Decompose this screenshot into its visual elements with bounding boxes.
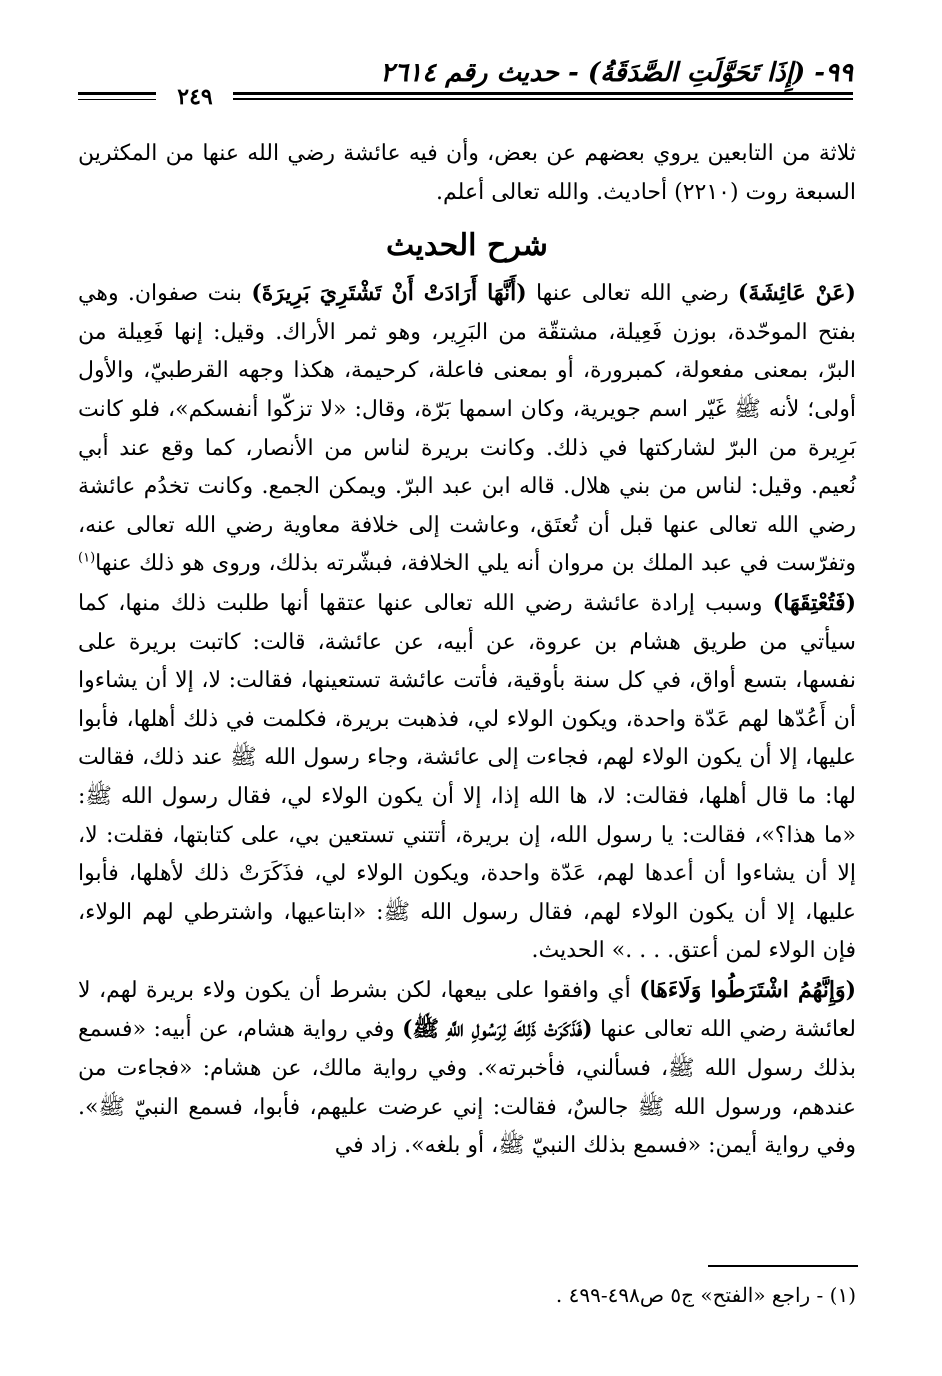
hadith-quote: (وَإِنَّهُمُ اشْتَرَطُوا وَلَاءَهَا) (639, 976, 856, 1003)
commentary-paragraph-1 (78, 274, 856, 971)
footnote-separator (708, 1265, 858, 1267)
commentary-text: أي وافقوا على بيعها، لكن بشرط أن يكون ولاء بريرة لهم، لا لعائشة رضي الله تعالى عنها (78, 977, 856, 1043)
main-text (78, 135, 856, 1166)
page-number: ٢٤٩ (177, 84, 213, 110)
intro-line-1: ثلاثة من التابعين يروي بعضهم عن بعض، وأن فيه عائشة رضي الله عنها من المكثرين السبعة (78, 141, 856, 205)
commentary-text: وسبب إرادة عائشة رضي الله تعالى عنها عتقها أنها طلبت ذلك منها، كما سيأتي من طريق هشام بن عروة، عن أبيه، عن عائشة، قالت: كاتبت بريرة على نفسها، بتسع أواق، في كل سنة بأوقية، فأتت عائشة تستعينها، فقالت: لا، إلا أن يشاءوا أن أَعُدّها لهم عَدّة واحدة، ويكون الولاء لي، فذهبت بريرة، فكلمت في ذلك أهلها، فأبوا عليها، إلا أن يكون الولاء لهم، فجاءت إلى عائشة، وجاء رسول الله ﷺ عند ذلك، فقالت لها: ما قال أهلها، فقالت: لا، ها الله إذا، إلا أن يكون الولاء لي، فقال رسول الله ﷺ: «ما هذا؟»، فقالت: يا رسول الله، إن بريرة، أتتني تستعين بي، على كتابتها، فقلت: لا، إلا أن يشاءوا أن أعدها لهم، عَدّة واحدة، ويكون الولاء لي، فذَكَرَتْ ذلك لأهلها، فأبوا عليها، إلا أن يكون الولاء لهم، فقال رسول الله ﷺ: «ابتاعيها، واشترطي لهم الولاء، فإن الولاء لمن أعتق. . . .» الحديث. (78, 590, 856, 964)
hadith-quote: (فَذَكَرَتْ ذَلِكَ لِرَسُولِ اللَّهِ ﷺ) (402, 1016, 593, 1043)
commentary-text: وفي رواية هشام، عن أبيه: «فسمع بذلك رسول الله ﷺ، فسألني، فأخبرته». وفي رواية مالك، عن هشام: «فجاءت من عندهم، ورسول الله ﷺ جالسٌ، فقالت: إني عرضت عليهم، فأبوا، فسمع النبيّ ﷺ». وفي رواية أيمن: «فسمع بذلك النبيّ ﷺ، أو بلغه». زاد في (78, 1017, 856, 1159)
commentary-text: رضي الله تعالى عنها (535, 281, 729, 307)
section-heading: شرح الحديث (386, 228, 548, 264)
footnote: (١) - راجع «الفتح» ج٥ ص٤٩٨-٤٩٩ . (555, 1283, 856, 1307)
footnote-reference[interactable]: (١) (78, 551, 96, 567)
commentary-paragraph-2 (78, 971, 856, 1166)
header-title: ٩٩- (إِذَا تَحَوَّلَتِ الصَّدَقَةُ) - حديث رقم ٢٦١٤ (380, 58, 853, 88)
header-rule (233, 92, 853, 99)
intro-line-2: روت (٢٢١٠) أحاديث. والله تعالى أعلم. (436, 179, 788, 205)
hadith-quote: (فَتُعْتِقَهَا) (772, 589, 856, 616)
commentary-text: بنت صفوان. وهي بفتح الموحّدة، بوزن فَعِيلة، مشتقّة من البَرِير، وهو ثمر الأراك. وقيل: إنها فَعِيلة من البرّ، بمعنى مفعولة، كمبرورة، أو بمعنى فاعلة، كرحيمة، هكذا وجهه القرطبيّ، والأول أولى؛ لأنه ﷺ غَيّر اسم جويرية، وكان اسمها بَرّة، وقال: «لا تزكّوا أنفسكم»، فلو كانت بَرِيرة من البرّ لشاركتها في ذلك. وكانت بريرة لناس من الأنصار، كما وقع عند أبي نُعيم. وقيل: لناس من بني هلال. قاله ابن عبد البرّ. ويمكن الجمع. وكانت تخدُم عائشة رضي الله تعالى عنها قبل أن تُعتَق، وعاشت إلى خلافة معاوية رضي الله تعالى عنه، وتفرّست في عبد الملك بن مروان أنه يلي الخلافة، فبشّرته بذلك، وروى هو ذلك عنها (78, 281, 857, 577)
header-rule-short (78, 92, 156, 95)
hadith-quote: (عَنْ عَائِشَةَ) (737, 280, 856, 307)
intro-paragraph (78, 135, 856, 212)
hadith-quote: (أَنَّهَا أَرَادَتْ أَنْ تَشْتَرِيَ بَرِيرَةَ) (251, 280, 527, 307)
running-header (78, 52, 853, 110)
